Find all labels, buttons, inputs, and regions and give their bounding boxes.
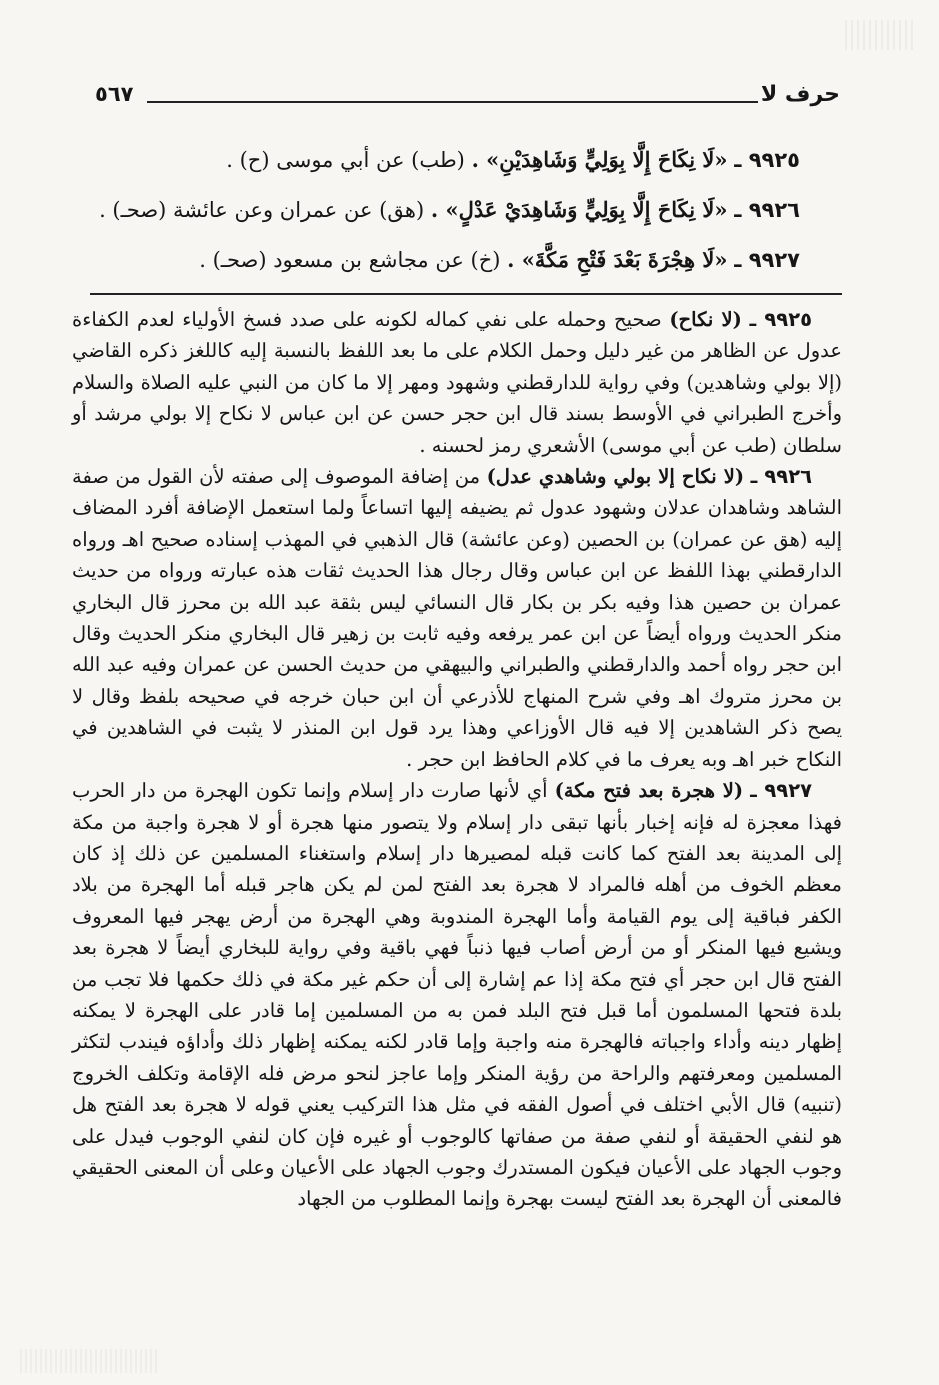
commentary-lead: (لا نكاح) [669,308,742,331]
chapter-title: حرف لا [760,82,840,107]
scan-artifact [845,20,915,50]
hadith-entry [95,135,800,185]
hadith-source: (خ) عن مجاشع بن مسعود (صحـ) . [199,248,501,272]
commentary-number: ٩٩٢٧ ـ [750,779,812,803]
commentary-paragraph [72,461,842,775]
commentary [72,304,842,1215]
hadith-number: ٩٩٢٧ ـ [734,248,800,272]
header-rule [147,101,758,103]
commentary-paragraph [72,304,842,461]
hadith-list [95,135,800,285]
hadith-source: (هق) عن عمران وعن عائشة (صحـ) . [99,198,425,222]
hadith-number: ٩٩٢٦ ـ [734,198,800,222]
page-header [95,82,840,118]
hadith-text: «لَا نِكَاحَ إِلَّا بِوَلِيٍّ وَشَاهِدَيْنِ» . [471,147,728,172]
commentary-body: أي لأنها صارت دار إسلام وإنما تكون الهجرة من دار الحرب فهذا معجزة له فإنه إخبار بأنها تبقى دار إسلام ولا يتصور منها هجرة أو لا هجرة واجبة من مكة إلى المدينة بعد الفتح كما كانت قبله لمصيرها دار إسلام واستغناء المسلمين عن ذلك إذ كان معظم الخوف من أهله فالمراد لا هجرة بعد الفتح لمن لم يكن هاجر قبله أما الهجرة من بلاد الكفر فباقية إلى يوم القيامة وأما الهجرة المندوبة وهي الهجرة من أرض يهجر فيها المعروف ويشيع فيها المنكر أو من أرض أصاب فيها ذنباً فهي باقية وفي رواية للبخاري أيضاً لا هجرة بعد الفتح قال ابن حجر أي فتح مكة إذا عم إشارة إلى أن حكم غير مكة في ذلك حكمها فلا تجب من بلدة فتحها المسلمون أما قبل فتح البلد فمن به من المسلمين إما قادر على الهجرة لا يمكنه إظهار دينه وأداء واجباته فالهجرة منه واجبة وإما قادر لكنه يمكنه إظهار ذلك وأداؤه فيندب لتكثر المسلمين ومعرفتهم والراحة من رؤية المنكر وإما عاجز لنحو مرض فله الإقامة وتكلف الخروج (تنبيه) قال الأبي اختلف في أصول الفقه في مثل هذا التركيب يعني قوله لا هجرة بعد الفتح هل هو لنفي الحقيقة أو لنفي صفة من صفاتها كالوجوب أو غيره فإن كان لنفي الوجوب فيدل على وجوب الجهاد على الأعيان فيكون المستدرك وجوب الجهاد على الأعيان وعلى أن المعنى الحقيقي فالمعنى أن الهجرة بعد الفتح ليست بهجرة وإنما المطلوب من الجهاد [72,779,842,1211]
commentary-number: ٩٩٢٥ ـ [749,308,812,331]
commentary-body: صحيح وحمله على نفي كماله لكونه على صدد فسخ الأولياء لعدم الكفاءة عدول عن الظاهر من غير دليل وحمل الكلام على ما بعد اللفظ بالنسبة إليه كاللغز ذكره القاضي (إلا بولي وشاهدين) وفي رواية للدارقطني وشهود ومهر إلا ما كان من النبي عليه الصلاة والسلام وأخرج الطبراني في الأوسط بسند قال ابن حجر حسن عن ابن عباس لا نكاح إلا بولي مرشد أو سلطان (طب عن أبي موسى) الأشعري رمز لحسنه . [72,308,842,457]
page-number: ٥٦٧ [95,82,134,106]
hadith-text: «لَا نِكَاحَ إِلَّا بِوَلِيٍّ وَشَاهِدَيْ عَدْلٍ» . [430,197,728,222]
hadith-source: (طب) عن أبي موسى (ح) . [226,148,465,172]
commentary-lead: (لا نكاح إلا بولي وشاهدي عدل) [486,465,745,489]
hadith-entry [95,185,800,235]
scan-artifact [20,1349,160,1373]
hadith-entry [95,235,800,285]
hadith-number: ٩٩٢٥ ـ [734,148,800,172]
commentary-lead: (لا هجرة بعد فتح مكة) [554,779,744,803]
footnote-separator [90,293,842,295]
commentary-number: ٩٩٢٦ ـ [750,465,812,489]
hadith-text: «لَا هِجْرَةَ بَعْدَ فَتْحِ مَكَّةَ» . [507,247,728,272]
commentary-body: من إضافة الموصوف إلى صفته لأن القول من صفة الشاهد وشاهدان عدلان وشهود عدول ثم يضيفه إليها اتساعاً ولما استعمل الإضافة أفرد المضاف إليه (هق عن عمران) بن الحصين (وعن عائشة) قال الذهبي في المهذب إسناده صحيح اهـ ورواه الدارقطني بهذا اللفظ عن ابن عباس وقال رجال هذا الحديث ثقات هذه عبارته ورواه من حديث عمران بن حصين هذا وفيه بكر بن بكار قال النسائي ليس بثقة عبد الله بن محرز قال البخاري منكر الحديث ورواه أيضاً عن ابن عمر يرفعه وفيه ثابت بن زهير قال البخاري منكر الحديث وقال ابن حجر رواه أحمد والدارقطني والطبراني والبيهقي من حديث الحسن عن عمران وفيه عبد الله بن محرز متروك اهـ وفي شرح المنهاج للأذرعي أن ابن حبان خرجه في صحيحه بلفظ وقال لا يصح ذكر الشاهدين إلا فيه قال الأوزاعي وهذا يرد قول ابن المنذر لا يثبت في الشاهدين في النكاح خبر اهـ وبه يعرف ما في كلام الحافظ ابن حجر . [72,465,842,771]
commentary-paragraph [72,775,842,1215]
